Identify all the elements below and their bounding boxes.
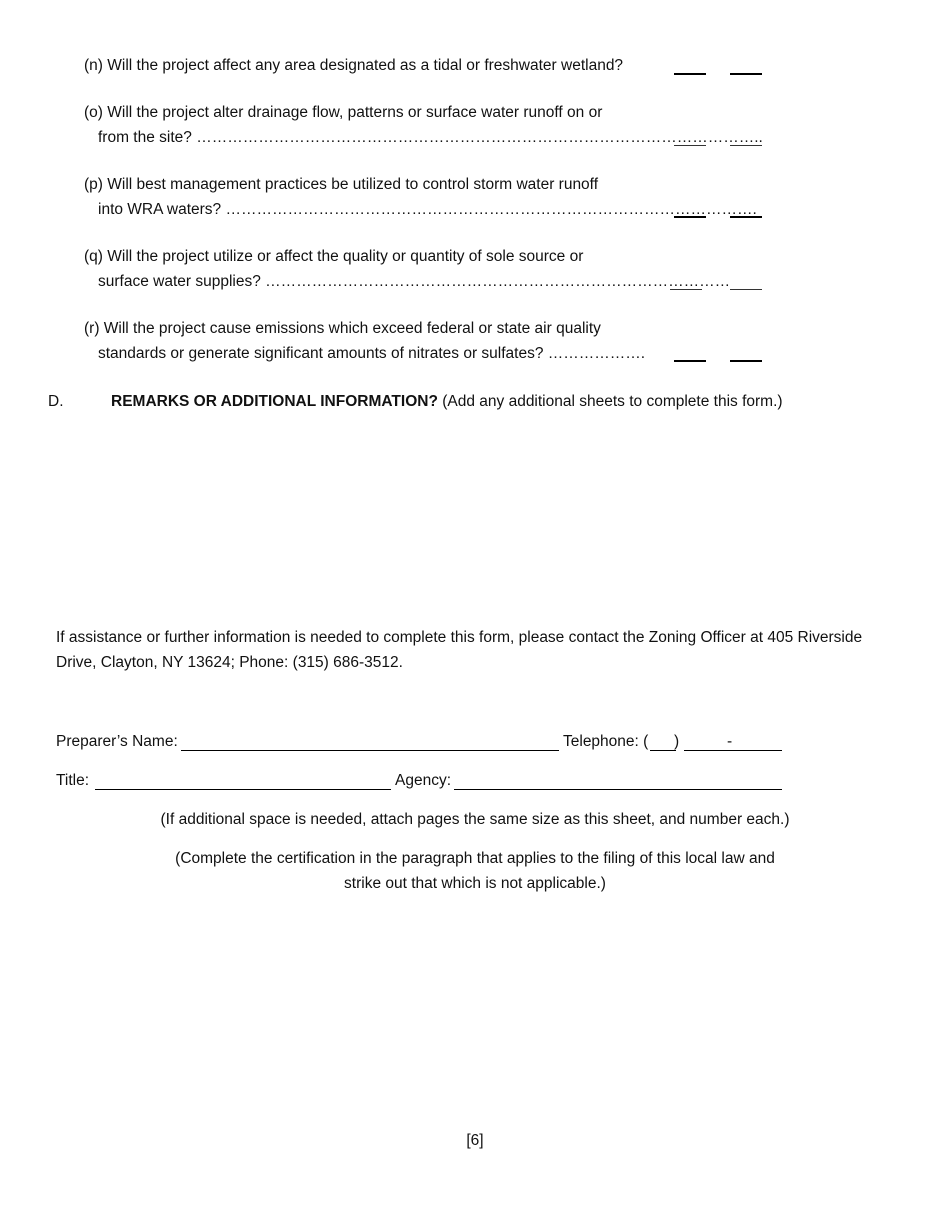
question-q-yes-blank[interactable] bbox=[670, 289, 702, 290]
preparer-name-label: Preparer’s Name: bbox=[56, 733, 178, 750]
additional-space-note: (If additional space is needed, attach pages the same size as this sheet, and number each.) bbox=[160, 811, 790, 828]
question-o-no-blank[interactable] bbox=[730, 145, 762, 146]
contact-info-line1: If assistance or further information is needed to complete this form, please contact the Zoning Officer at 405 Riverside bbox=[56, 629, 863, 646]
agency-field[interactable] bbox=[454, 789, 782, 790]
section-d-note: (Add any additional sheets to complete this form.) bbox=[437, 393, 783, 410]
question-r-yes-blank[interactable] bbox=[674, 360, 706, 362]
preparer-name-field[interactable] bbox=[181, 750, 559, 751]
question-n-text: (n) Will the project affect any area designated as a tidal or freshwater wetland? bbox=[84, 57, 624, 74]
certification-note-line1: (Complete the certification in the paragraph that applies to the filing of this local law and bbox=[175, 850, 775, 867]
telephone-paren-close: ) bbox=[674, 733, 680, 750]
question-p-text-line1: (p) Will best management practices be utilized to control storm water runoff bbox=[84, 176, 599, 193]
question-p-no-blank[interactable] bbox=[730, 216, 762, 218]
question-p-text-line2: into WRA waters? …………………………………………………………………………………………. bbox=[98, 201, 757, 218]
question-n-no-blank[interactable] bbox=[730, 73, 762, 75]
question-q-no-blank[interactable] bbox=[730, 289, 762, 290]
question-p-yes-blank[interactable] bbox=[674, 216, 706, 218]
remarks-area[interactable] bbox=[48, 420, 898, 610]
question-q-text-line2: surface water supplies? ……………………………………………………………………………… bbox=[98, 273, 731, 290]
page-number: [6] bbox=[466, 1132, 484, 1149]
telephone-number-field[interactable] bbox=[684, 750, 782, 751]
question-o-yes-blank[interactable] bbox=[674, 145, 706, 146]
telephone-dash: - bbox=[727, 733, 733, 750]
question-r-no-blank[interactable] bbox=[730, 360, 762, 362]
agency-label: Agency: bbox=[395, 772, 452, 789]
question-r-text-line1: (r) Will the project cause emissions which exceed federal or state air quality bbox=[84, 320, 601, 337]
telephone-area-code-field[interactable] bbox=[650, 750, 676, 751]
title-field[interactable] bbox=[95, 789, 391, 790]
question-o-text-line1: (o) Will the project alter drainage flow, patterns or surface water runoff on or bbox=[84, 104, 603, 121]
telephone-label: Telephone: ( bbox=[563, 733, 649, 750]
section-d-letter: D. bbox=[48, 393, 64, 410]
question-o-text-line2: from the site? ……………………………………………………………………………………………….. bbox=[98, 129, 763, 146]
contact-info-line2: Drive, Clayton, NY 13624; Phone: (315) 686-3512. bbox=[56, 654, 403, 671]
section-d-heading: REMARKS OR ADDITIONAL INFORMATION? bbox=[111, 393, 438, 410]
question-q-text-line1: (q) Will the project utilize or affect the quality or quantity of sole source or bbox=[84, 248, 584, 265]
title-label: Title: bbox=[56, 772, 90, 789]
question-r-text-line2: standards or generate significant amounts of nitrates or sulfates? ………………. bbox=[98, 345, 646, 362]
certification-note-line2: strike out that which is not applicable.) bbox=[344, 875, 606, 892]
question-n-yes-blank[interactable] bbox=[674, 73, 706, 75]
section-d-heading-row bbox=[111, 393, 783, 411]
